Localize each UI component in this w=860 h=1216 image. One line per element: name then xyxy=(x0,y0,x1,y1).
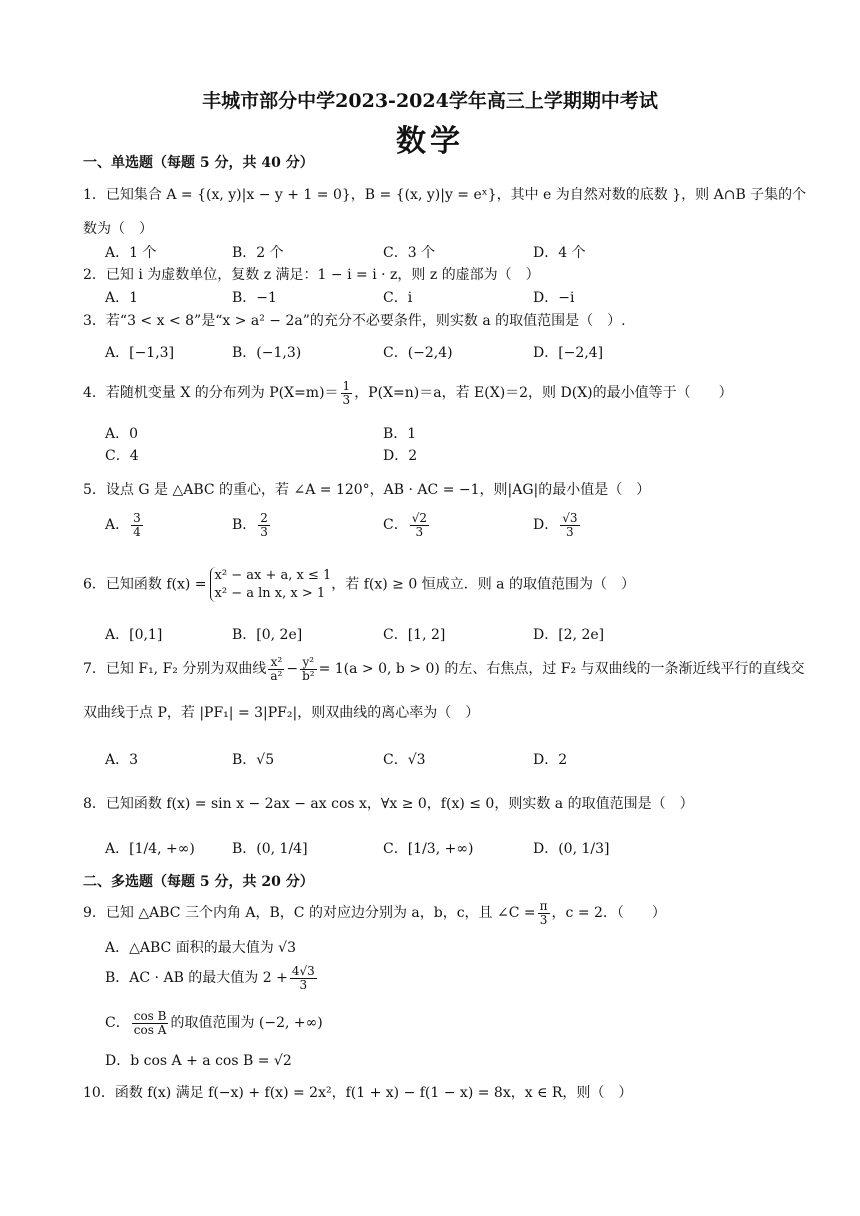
question-8-option-c: C．[1/3, +∞) xyxy=(383,841,474,857)
question-5-option-d xyxy=(533,512,582,538)
question-4-option-c: C．4 xyxy=(105,448,139,464)
question-4-stem-part1: 4．若随机变量 X 的分布列为 P(X=m)＝ xyxy=(83,385,339,402)
fraction xyxy=(290,965,317,991)
fraction-denominator: 4 xyxy=(133,524,141,539)
fraction-denominator: 3 xyxy=(415,524,424,539)
question-3-option-c: C．(−2,4) xyxy=(383,345,453,361)
fraction xyxy=(560,512,579,538)
question-4-stem xyxy=(83,380,733,406)
question-3-option-d: D．[−2,4] xyxy=(533,345,604,361)
question-8-option-d: D．(0, 1/3] xyxy=(533,841,610,857)
question-1-option-a: A．1 个 xyxy=(105,245,157,261)
fraction-numerator: y² xyxy=(300,656,317,670)
question-8-option-a: A．[1/4, +∞) xyxy=(105,841,195,857)
question-8-option-b: B．(0, 1/4] xyxy=(232,841,308,857)
option-b-text: B．AC · AB 的最大值为 2 + xyxy=(105,970,288,987)
question-8-stem: 8．已知函数 f(x) = sin x − 2ax − ax cos x，∀x ≥ 0，f(x) ≤ 0，则实数 a 的取值范围是（ ） xyxy=(83,796,694,812)
question-6-option-d: D．[2, 2e] xyxy=(533,627,605,643)
question-2-option-b: B．−1 xyxy=(232,290,277,306)
question-7-option-a: A．3 xyxy=(105,752,139,768)
fraction-numerator: √2 xyxy=(411,511,427,525)
fraction xyxy=(341,380,353,406)
section-single-choice: 一、单选题（每题 5 分，共 40 分） xyxy=(83,155,314,171)
question-9-option-a: A．△ABC 面积的最大值为 √3 xyxy=(105,940,296,956)
question-6-option-c: C．[1, 2] xyxy=(383,627,446,643)
fraction xyxy=(538,900,550,926)
question-2-option-a: A．1 xyxy=(105,290,139,306)
question-9-stem xyxy=(83,900,666,926)
fraction-denominator: cos A xyxy=(133,1022,167,1037)
fraction xyxy=(300,656,317,682)
question-5-option-b xyxy=(232,512,272,538)
piecewise-brace xyxy=(210,567,332,602)
fraction-numerator: 1 xyxy=(342,379,351,393)
question-4-option-b: B．1 xyxy=(383,426,417,442)
minus-sign: − xyxy=(286,661,299,678)
option-label: C． xyxy=(383,517,408,534)
option-label: B． xyxy=(232,517,257,534)
question-4-option-d: D．2 xyxy=(383,448,418,464)
option-label: D． xyxy=(533,517,559,534)
exam-title: 丰城市部分中学2023-2024学年高三上学期期中考试 xyxy=(202,90,658,112)
question-7-stem xyxy=(83,656,805,682)
fraction-numerator: π xyxy=(539,899,548,913)
option-label: A． xyxy=(105,517,130,534)
question-6-stem xyxy=(83,567,635,602)
question-7-option-d: D．2 xyxy=(533,752,568,768)
question-3-stem: 3．若“3 < x < 8”是“x > a² − 2a”的充分不必要条件，则实数 a 的取值范围是（ ）. xyxy=(83,313,626,329)
question-7-stem-part1: 7．已知 F₁, F₂ 分别为双曲线 xyxy=(83,661,267,678)
question-7-stem-part2: = 1(a > 0, b > 0) 的左、右焦点，过 F₂ 与双曲线的一条渐近线平行的直线交 xyxy=(318,661,805,678)
fraction-denominator: 3 xyxy=(566,524,574,539)
fraction-numerator: 4√3 xyxy=(291,964,315,978)
fraction-numerator: 3 xyxy=(133,511,141,525)
question-10-stem: 10．函数 f(x) 满足 f(−x) + f(x) = 2x²，f(1 + x) − f(1 − x) = 8x，x ∈ R，则（ ） xyxy=(83,1085,633,1101)
question-6-stem-part1: 6．已知函数 f(x) = xyxy=(83,576,207,593)
fraction xyxy=(268,656,284,682)
fraction-numerator: x² xyxy=(268,656,284,670)
fraction xyxy=(132,1010,169,1036)
option-c-text: 的取值范围为 (−2, +∞) xyxy=(170,1015,323,1032)
question-9-option-c xyxy=(105,1010,323,1036)
question-6-option-b: B．[0, 2e] xyxy=(232,627,303,643)
question-7-stem-cont: 双曲线于点 P，若 |PF₁| = 3|PF₂|，则双曲线的离心率为（ ） xyxy=(83,705,480,721)
fraction-denominator: 3 xyxy=(260,524,268,539)
question-3-option-a: A．[−1,3] xyxy=(105,345,175,361)
fraction-numerator: cos B xyxy=(133,1009,167,1023)
question-2-stem: 2．已知 i 为虚数单位，复数 z 满足：1 − i = i · z，则 z 的虚部为（ ） xyxy=(83,267,540,283)
question-7-option-b: B．√5 xyxy=(232,752,275,768)
question-1-option-c: C．3 个 xyxy=(383,245,436,261)
question-4-option-a: A．0 xyxy=(105,426,139,442)
question-9-stem-part2: ，c = 2．（ ） xyxy=(551,905,666,922)
piecewise-case-2: x² − a ln x, x > 1 xyxy=(214,585,326,601)
question-6-option-a: A．[0,1] xyxy=(105,627,163,643)
question-9-option-b xyxy=(105,965,319,991)
question-5-stem: 5．设点 G 是 △ABC 的重心，若 ∠A = 120°，AB · AC = −1，则|AG|的最小值是（ ） xyxy=(83,482,651,498)
question-1-option-b: B．2 个 xyxy=(232,245,284,261)
question-1-stem: 1．已知集合 A = {(x, y)|x − y + 1 = 0}，B = {(x, y)|y = eˣ}，其中 e 为自然对数的底数 }，则 A∩B 子集的个 xyxy=(83,187,807,203)
question-2-option-d: D．−i xyxy=(533,290,575,306)
question-9-stem-part1: 9．已知 △ABC 三个内角 A，B，C 的对应边分别为 a，b，c，且 ∠C = xyxy=(83,905,536,922)
question-9-option-d: D．b cos A + a cos B = √2 xyxy=(105,1053,292,1069)
question-1-stem-cont: 数为（ ） xyxy=(83,221,153,237)
question-3-option-b: B．(−1,3) xyxy=(232,345,302,361)
question-5-option-a xyxy=(105,512,145,538)
question-5-option-c xyxy=(383,512,431,538)
section-multiple-choice: 二、多选题（每题 5 分，共 20 分） xyxy=(83,874,314,890)
fraction-denominator: 3 xyxy=(342,392,351,407)
question-4-stem-part2: ，P(X=n)＝a，若 E(X)＝2，则 D(X)的最小值等于（ ） xyxy=(354,385,733,402)
question-7-option-c: C．√3 xyxy=(383,752,426,768)
fraction-denominator: 3 xyxy=(299,977,308,992)
fraction-denominator: a² xyxy=(270,668,283,683)
fraction-denominator: 3 xyxy=(539,912,548,927)
question-2-option-c: C．i xyxy=(383,290,413,306)
fraction-numerator: 2 xyxy=(260,511,268,525)
fraction-denominator: b² xyxy=(302,668,315,683)
fraction xyxy=(258,512,270,538)
fraction xyxy=(131,512,143,538)
question-1-option-d: D．4 个 xyxy=(533,245,586,261)
option-c-label: C． xyxy=(105,1015,130,1032)
subject-title: 数学 xyxy=(396,124,464,159)
fraction xyxy=(410,512,429,538)
piecewise-case-1: x² − ax + a, x ≤ 1 xyxy=(214,568,332,583)
fraction-numerator: √3 xyxy=(562,511,578,525)
question-6-stem-part2: ，若 f(x) ≥ 0 恒成立．则 a 的取值范围为（ ） xyxy=(331,576,635,593)
